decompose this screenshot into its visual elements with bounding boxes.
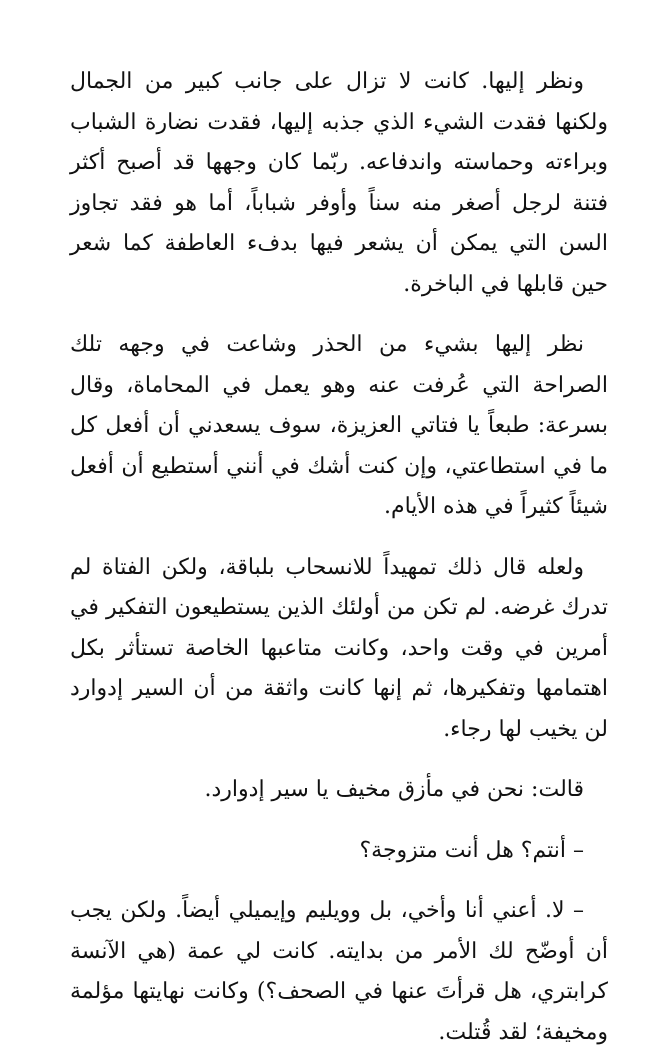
paragraph-6-dialogue: – لا. أعني أنا وأخي، بل وويليم وإيميلي أيضاً. ولكن يجب أن أوضّح لك الأمر من بدايته. كانت لي عمة (هي الآنسة كرابتري، هل قرأتَ عنها في الصحف؟) وكانت نهايتها مؤلمة ومخيفة؛ لقد قُتلت. (70, 898, 608, 1045)
paragraph-2: نظر إليها بشيء من الحذر وشاعت في وجهه تلك الصراحة التي عُرفت عنه وهو يعمل في المحاماة، وقال بسرعة: طبعاً يا فتاتي العزيزة، سوف يسعدني أن أفعل كل ما في استطاعتي، وإن كنت أشك في أنني أستطيع أن أفعل شيئاً كثيراً في هذه الأيام. (70, 332, 608, 519)
paragraph-4-dialogue: قالت: نحن في مأزق مخيف يا سير إدوارد. (204, 777, 584, 802)
book-page (70, 62, 608, 1053)
paragraph-5-dialogue: – أنتم؟ هل أنت متزوجة؟ (359, 837, 584, 863)
paragraph-3: ولعله قال ذلك تمهيداً للانسحاب بلباقة، ولكن الفتاة لم تدرك غرضه. لم تكن من أولئك الذين يستطيعون التفكير في أمرين في وقت واحد، وكانت متاعبها الخاصة تستأثر بكل اهتمامها وتفكيرها، ثم إنها كانت واثقة من أن السير إدوارد لن يخيب لها رجاء. (70, 554, 608, 742)
paragraph-1: ونظر إليها. كانت لا تزال على جانب كبير من الجمال ولكنها فقدت الشيء الذي جذبه إليها، فقدت نضارة الشباب وبراءته وحماسته واندفاعه. ربّما كان وجهها قد أصبح أكثر فتنة لرجل أصغر منه سناً وأوفر شباباً، أما هو فقد تجاوز السن التي يمكن أن يشعر فيها بدفء العاطفة كما شعر حين قابلها في الباخرة. (70, 69, 608, 297)
